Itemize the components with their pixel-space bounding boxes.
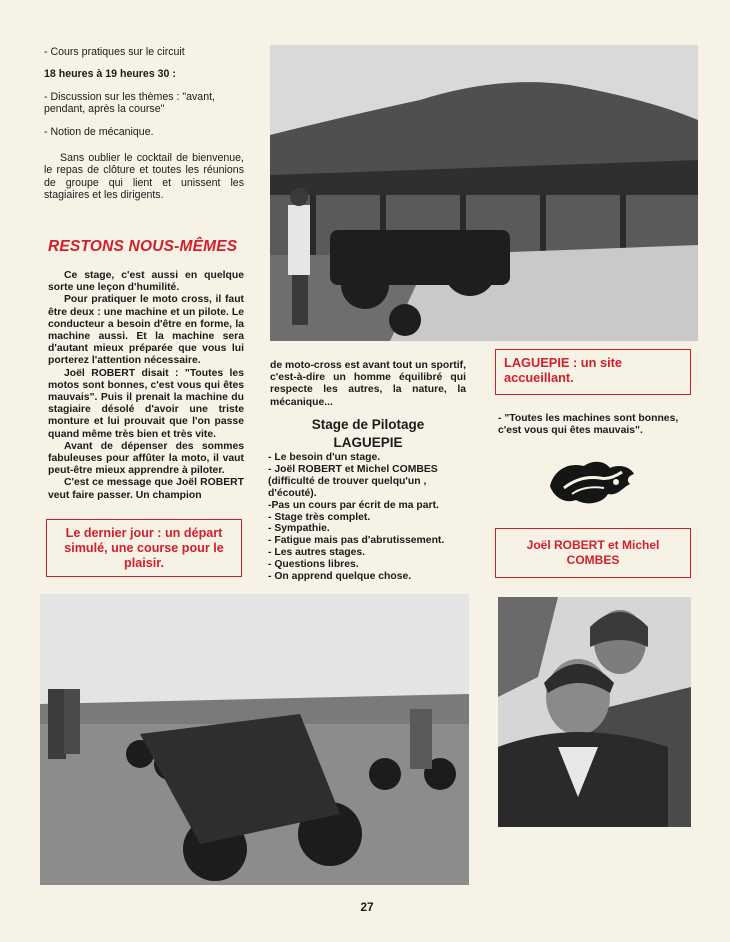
list-item: - Questions libres. [268, 559, 359, 571]
body-paragraph: Avant de dépenser des sommes fabuleuses pour affûter la moto, il vaut peut-être mieux apprendre à piloter. [48, 440, 244, 477]
caption-box [495, 528, 691, 578]
list-item: - Joël ROBERT et Michel COMBES (difficulté de trouver quelqu'un , d'écouté). [268, 463, 438, 499]
list-item: - Le besoin d'un stage. [268, 452, 381, 463]
list-item: - On apprend quelque chose. [268, 571, 412, 583]
list-item: -Pas un cours par écrit de ma part. [268, 499, 439, 511]
body-paragraph: Ce stage, c'est aussi en quelque sorte une leçon d'humilité. [48, 270, 244, 294]
schedule-item: - Discussion sur les thèmes : "avant, pendant, après la course" [44, 90, 215, 116]
schedule-time: 18 heures à 19 heures 30 : [44, 68, 176, 81]
list-item: - Les autres stages. [268, 547, 366, 559]
quote: - "Toutes les machines sont bonnes, c'est vous qui êtes mauvais". [498, 413, 679, 437]
photo-building-motorcycles [270, 45, 698, 341]
callout-last-day [46, 519, 242, 577]
schedule-item: - Notion de mécanique. [44, 125, 154, 138]
middle-continuation: de moto-cross est avant tout un sportif, c'est-à-dire un homme équilibré qui respecte les autres, la nature, la mécanique... [270, 360, 466, 408]
body-text [48, 270, 244, 502]
section-heading: RESTONS NOUS-MÊMES [48, 238, 238, 255]
stage-box [268, 416, 468, 583]
callout-text: LAGUEPIE : un site accueillant. [504, 355, 623, 385]
photo-riders-portrait [498, 597, 691, 827]
intro-paragraph: Sans oublier le cocktail de bienvenue, le repas de clôture et toutes les réunions de groupe qui lient et unissent les stagiaires et les dirigents. [44, 152, 244, 202]
left-column [44, 46, 244, 202]
body-paragraph: C'est ce message que Joël ROBERT veut faire passer. Un champion [48, 477, 244, 501]
callout-text: Le dernier jour : un départ simulé, une course pour le plaisir. [64, 526, 224, 570]
schedule-item: - Cours pratiques sur le circuit [44, 46, 185, 58]
stage-box-subtitle: LAGUEPIE [333, 435, 403, 450]
body-paragraph: Pour pratiquer le moto cross, il faut être deux : une machine et un pilote. Le conducteur a besoin d'être en forme, la machine aussi. Et la machine sera d'autant mieux préparée que vous lui porterez l'attention nécessaire. [48, 294, 244, 367]
callout-site [495, 349, 691, 395]
list-item: - Sympathie. [268, 523, 330, 535]
body-paragraph: Joël ROBERT disait : "Toutes les motos sont bonnes, c'est vous qui êtes mauvais". Puis il prenait la machine du stagiaire désolé d'avoir une triste monture et lui prouvait que l'on passe quand même très bien et très vite. [48, 367, 244, 440]
stage-box-title: Stage de Pilotage [311, 417, 425, 432]
list-item: - Stage très complet. [268, 511, 371, 523]
caption-text: Joël ROBERT et Michel COMBES [526, 538, 660, 567]
page-number: 27 [360, 900, 374, 914]
stage-box-list [268, 452, 468, 583]
list-item: - Fatigue mais pas d'abrutissement. [268, 535, 445, 547]
photo-start-line [40, 594, 469, 885]
logo-icon [546, 458, 638, 508]
